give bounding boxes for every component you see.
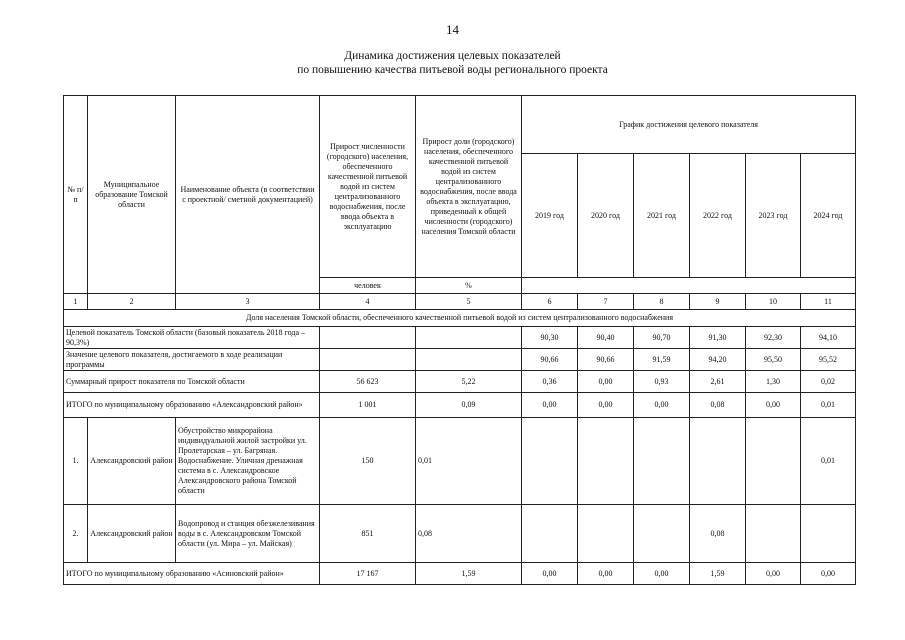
indicators-table [63, 95, 856, 585]
header-year: 2022 год [690, 154, 746, 278]
row-value: 1,30 [746, 371, 801, 393]
title-line-2: по повышению качества питьевой воды регионального проекта [297, 64, 608, 76]
row-value: 0,36 [522, 371, 578, 393]
col-number: 8 [634, 294, 690, 310]
item-value [746, 418, 801, 505]
row-value: 0,00 [522, 563, 578, 585]
unit-share: % [416, 278, 522, 294]
page-number: 14 [446, 22, 459, 37]
col-number: 6 [522, 294, 578, 310]
row-value: 0,08 [690, 393, 746, 418]
row-value: 0,00 [634, 393, 690, 418]
column-numbers-row [64, 294, 856, 310]
row-value: 0,00 [801, 563, 856, 585]
header-year: 2023 год [746, 154, 801, 278]
item-municipality: Александровский район [88, 418, 176, 505]
table-row [64, 563, 856, 585]
item-object: Водопровод и станция обезжелезивания воды в с. Александровском Томской области (ул. Мира – ул. Майская) [176, 505, 320, 563]
section-title: Доля населения Томской области, обеспеченного качественной питьевой водой из систем централизованного водоснабжения [64, 310, 856, 327]
row-pop [320, 349, 416, 371]
table-row [64, 418, 856, 505]
row-value: 90,40 [578, 327, 634, 349]
row-value: 0,00 [578, 371, 634, 393]
row-pop: 1 001 [320, 393, 416, 418]
row-value: 95,52 [801, 349, 856, 371]
row-value: 94,20 [690, 349, 746, 371]
header-share-growth: Прирост доли (городского) населения, обеспеченного качественной питьевой водой из систем централизованного водоснабжения, после ввода объекта в эксплуатацию, приведенный к общей численности (городского) населения Томской области [416, 96, 522, 278]
title-line-1: Динамика достижения целевых показателей [344, 50, 561, 62]
item-value [690, 418, 746, 505]
table-row [64, 393, 856, 418]
row-value: 91,59 [634, 349, 690, 371]
row-value: 0,00 [578, 393, 634, 418]
header-object: Наименование объекта (в соответствии с проектной/ сметной документацией) [176, 96, 320, 294]
header-pop-growth: Прирост численности (городского) населения, обеспеченного качественной питьевой водой из систем централизованного водоснабжения, после ввода объекта в эксплуатацию [320, 96, 416, 278]
units-empty [522, 278, 856, 294]
row-value: 0,01 [801, 393, 856, 418]
row-value: 90,66 [578, 349, 634, 371]
item-value [522, 418, 578, 505]
item-municipality: Александровский район [88, 505, 176, 563]
col-number: 2 [88, 294, 176, 310]
item-value: 0,01 [801, 418, 856, 505]
item-value [578, 418, 634, 505]
item-share: 0,08 [416, 505, 522, 563]
col-number: 10 [746, 294, 801, 310]
table-row [64, 327, 856, 349]
row-value: 2,61 [690, 371, 746, 393]
row-value: 91,30 [690, 327, 746, 349]
row-label: ИТОГО по муниципальному образованию «Александровский район» [64, 393, 320, 418]
item-num: 1. [64, 418, 88, 505]
col-number: 11 [801, 294, 856, 310]
row-pop: 17 167 [320, 563, 416, 585]
item-object: Обустройство микрорайона индивидуальной жилой застройки ул. Пролетарская – ул. Багряная. Водоснабжение. Уличная дренажная система в с. Александровское Александровского района Томской области [176, 418, 320, 505]
header-schedule: График достижения целевого показателя [522, 96, 856, 154]
header-year: 2024 год [801, 154, 856, 278]
item-pop: 851 [320, 505, 416, 563]
row-pop: 56 623 [320, 371, 416, 393]
table-row [64, 349, 856, 371]
item-value: 0,08 [690, 505, 746, 563]
row-share [416, 327, 522, 349]
row-value: 92,30 [746, 327, 801, 349]
row-value: 95,50 [746, 349, 801, 371]
row-value: 0,00 [578, 563, 634, 585]
item-value [634, 418, 690, 505]
col-number: 1 [64, 294, 88, 310]
row-value: 94,10 [801, 327, 856, 349]
row-value: 0,00 [746, 563, 801, 585]
row-share: 0,09 [416, 393, 522, 418]
row-pop [320, 327, 416, 349]
row-share: 5,22 [416, 371, 522, 393]
item-share: 0,01 [416, 418, 522, 505]
header-year: 2019 год [522, 154, 578, 278]
row-label: Значение целевого показателя, достигаемого в ходе реализации программы [64, 349, 320, 371]
table-row [64, 505, 856, 563]
row-value: 90,30 [522, 327, 578, 349]
row-value: 0,93 [634, 371, 690, 393]
row-value: 90,70 [634, 327, 690, 349]
header-year: 2021 год [634, 154, 690, 278]
header-municipality: Муниципальное образование Томской области [88, 96, 176, 294]
row-value: 0,00 [522, 393, 578, 418]
row-share [416, 349, 522, 371]
row-label: Целевой показатель Томской области (базовый показатель 2018 года – 90,3%) [64, 327, 320, 349]
row-label: ИТОГО по муниципальному образованию «Асиновский район» [64, 563, 320, 585]
item-value [578, 505, 634, 563]
unit-pop: человек [320, 278, 416, 294]
item-value [801, 505, 856, 563]
col-number: 5 [416, 294, 522, 310]
document-title [0, 49, 905, 77]
row-value: 0,02 [801, 371, 856, 393]
item-value [522, 505, 578, 563]
header-row [64, 96, 856, 154]
row-value: 90,66 [522, 349, 578, 371]
row-value: 0,00 [746, 393, 801, 418]
item-value [634, 505, 690, 563]
header-num: № п/п [64, 96, 88, 294]
row-label: Суммарный прирост показателя по Томской области [64, 371, 320, 393]
item-value [746, 505, 801, 563]
header-year: 2020 год [578, 154, 634, 278]
item-num: 2. [64, 505, 88, 563]
item-pop: 150 [320, 418, 416, 505]
col-number: 9 [690, 294, 746, 310]
row-value: 1,59 [690, 563, 746, 585]
row-value: 0,00 [634, 563, 690, 585]
col-number: 4 [320, 294, 416, 310]
table-row [64, 371, 856, 393]
col-number: 7 [578, 294, 634, 310]
col-number: 3 [176, 294, 320, 310]
section-row [64, 310, 856, 327]
row-share: 1,59 [416, 563, 522, 585]
